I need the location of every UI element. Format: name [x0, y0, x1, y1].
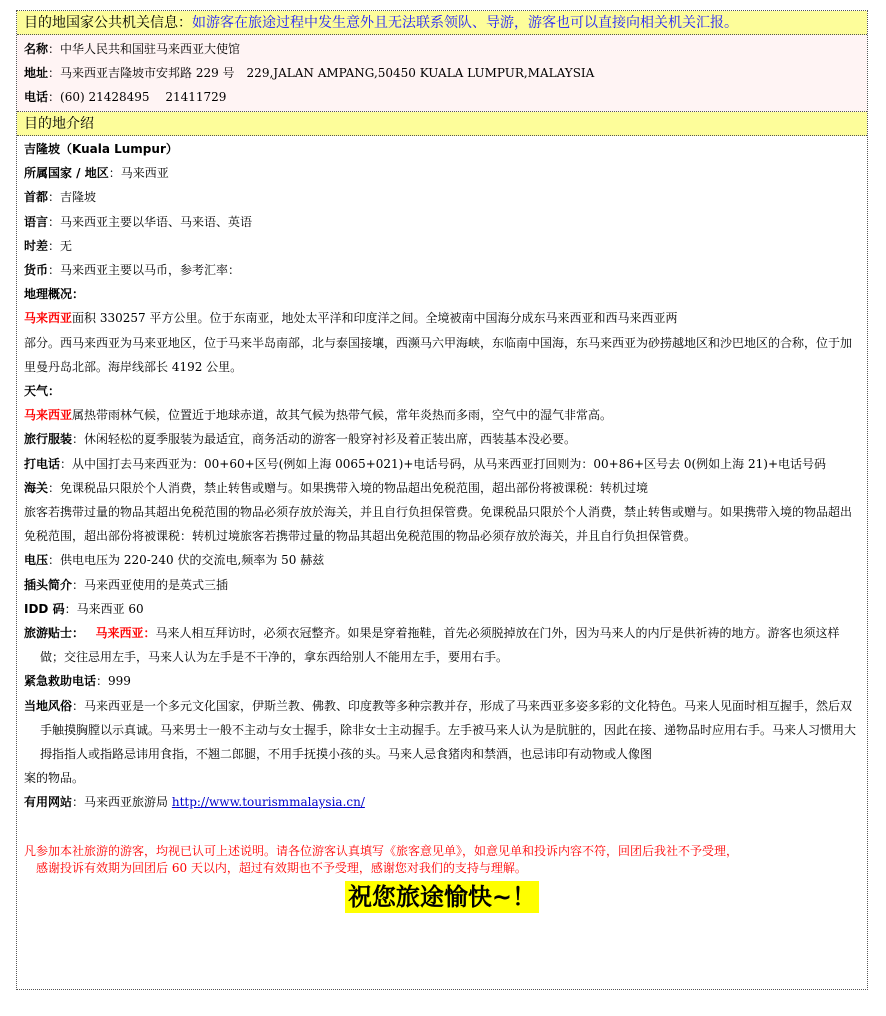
plug-label: 插头简介	[24, 577, 73, 592]
embassy-info	[17, 35, 867, 112]
country-label: 所属国家 / 地区	[24, 166, 109, 181]
embassy-phone-label: 电话	[24, 90, 49, 104]
capital-row	[24, 185, 860, 209]
geo-text-2: 部分。西马来西亚为马来亚地区，位于马来半岛南部，北与泰国接壤，西濒马六甲海峡，东临南中国海，东马来西亚为砂捞越地区和沙巴地区的合称，位于加里曼丹岛北部。海岸线部长 4192 公里。	[24, 335, 853, 374]
language-value: ：马来西亚主要以华语、马来语、英语	[48, 214, 253, 229]
embassy-name-row	[24, 37, 860, 61]
customs-row	[24, 476, 860, 500]
embassy-address-label: 地址	[24, 66, 49, 80]
farewell-wish-text: 祝您旅途愉快~！	[345, 881, 539, 913]
geo-highlight: 马来西亚	[24, 311, 73, 326]
plug-row	[24, 573, 860, 597]
voltage-value: ：供电电压为 220-240 伏的交流电,频率为 50 赫兹	[48, 553, 325, 568]
currency-value: ：马来西亚主要以马币，参考汇率：	[48, 263, 241, 278]
customs-label: 海关	[24, 480, 49, 495]
emergency-label: 紧急救助电话	[24, 674, 97, 689]
disclaimer-line-1: 凡参加本社旅游的游客，均视已认可上述说明。请各位游客认真填写《旅客意见单》，如意见单和投诉内容不符，回团后我社不予受理，	[24, 843, 739, 858]
currency-row	[24, 258, 860, 282]
weather-label: 天气	[24, 384, 49, 399]
dress-label: 旅行服装	[24, 432, 73, 447]
voltage-row	[24, 548, 860, 572]
intro-header-title: 目的地介绍	[24, 116, 94, 132]
weather-colon: ：	[48, 384, 61, 399]
country-value: ：马来西亚	[108, 166, 169, 181]
customs-value: ：免课税品只限於个人消费，禁止转售或赠与。如果携带入境的物品超出免税范围，超出部份将被课税：转机过境	[48, 480, 649, 495]
website-row	[24, 790, 860, 814]
embassy-phone-value: ：(60) 21428495 21411729	[48, 90, 227, 104]
tips-value: 马来人相互拜访时，必须衣冠整齐。如果是穿着拖鞋，首先必须脱掉放在门外，因为马来人的内厅是供祈祷的地方。游客也须这样做；交往忌用左手，马来人认为左手是不干净的，拿东西给别人不能用左手，要用右手。	[40, 626, 840, 665]
idd-value: ：马来西亚 60	[64, 601, 144, 616]
idd-label: IDD 码	[24, 601, 65, 616]
custom-tail: 案的物品。	[24, 771, 85, 786]
plug-value: ：马来西亚使用的是英式三插	[72, 577, 229, 592]
embassy-header	[17, 11, 867, 35]
embassy-name-label: 名称	[24, 42, 49, 56]
embassy-name-value: ：中华人民共和国驻马来西亚大使馆	[48, 42, 241, 56]
call-label: 打电话	[24, 456, 61, 471]
call-row	[24, 452, 860, 476]
geo-heading	[24, 282, 860, 306]
language-label: 语言	[24, 214, 49, 229]
tips-label: 旅游贴士：	[24, 626, 85, 641]
disclaimer-notice	[24, 843, 860, 877]
custom-value: ：马来西亚是一个多元文化国家，伊斯兰教、佛教、印度教等多种宗教并存，形成了马来西亚多姿多彩的文化特色。马来人见面时相互握手，然后双手触摸胸膛以示真诚。马来男士一般不主动与女士握手，除非女士主动握手。左手被马来人认为是肮脏的，因此在接、递物品时应用右手。马来人习惯用大拇指指人或指路忌讳用食指，不翘二郎腿，不用手抚摸小孩的头。马来人忌食猪肉和禁酒，也忌讳印有动物或人像图	[40, 698, 857, 762]
intro-header	[17, 112, 867, 136]
geo-colon: ：	[72, 287, 85, 302]
geo-paragraph	[24, 306, 860, 379]
website-label: 有用网站	[24, 795, 73, 810]
embassy-address-row	[24, 61, 860, 85]
embassy-phone-row	[24, 85, 860, 109]
idd-row	[24, 597, 860, 621]
geo-text-1: 面积 330257 平方公里。位于东南亚，地处太平洋和印度洋之间。全境被南中国海分成东马来西亚和西马来西亚两	[72, 311, 678, 326]
city-title: 吉隆坡（Kuala Lumpur）	[24, 142, 178, 156]
weather-paragraph	[24, 403, 860, 427]
country-row	[24, 161, 860, 185]
tips-row	[24, 621, 860, 669]
customs-paragraph: 旅客若携带过量的物品其超出免税范围的物品必须存放於海关，并且自行负担保管费。免课税品只限於个人消费，禁止转售或赠与。如果携带入境的物品超出免税范围，超出部份将被课税：转机过境旅客若携带过量的物品其超出免税范围的物品必须存放於海关，并且自行负担保管费。	[24, 505, 853, 544]
custom-label: 当地风俗	[24, 698, 73, 713]
weather-text: 属热带雨林气候，位置近于地球赤道，故其气候为热带气候，常年炎热而多雨，空气中的湿气非常高。	[72, 408, 613, 423]
capital-value: ：吉隆坡	[48, 190, 97, 205]
geo-label: 地理概况	[24, 287, 73, 302]
tourism-website-link[interactable]: http://www.tourismmalaysia.cn/	[171, 795, 365, 810]
dress-value: ：休闲轻松的夏季服装为最适宜，商务活动的游客一般穿衬衫及着正装出席，西装基本没必要。	[72, 432, 577, 447]
emergency-value: ：999	[96, 674, 131, 689]
weather-heading	[24, 379, 860, 403]
timediff-label: 时差	[24, 238, 49, 253]
tips-highlight: 马来西亚：	[95, 626, 156, 641]
custom-row	[24, 694, 860, 767]
website-text: ：马来西亚旅游局	[72, 795, 172, 810]
weather-highlight: 马来西亚	[24, 408, 73, 423]
call-value: ：从中国打去马来西亚为：00+60+区号(例如上海 0065+021)+电话号码，从马来西亚打回则为：00+86+区号去 0(例如上海 21)+电话号码	[60, 456, 826, 471]
dress-row	[24, 427, 860, 451]
timediff-row	[24, 234, 860, 258]
embassy-header-note: 如游客在旅途过程中发生意外且无法联系领队、导游，游客也可以直接向相关机关汇报。	[192, 15, 738, 31]
disclaimer-line-2: 感谢投诉有效期为回团后 60 天以内，超过有效期也不予受理，感谢您对我们的支持与理解。	[36, 860, 527, 875]
itinerary-document	[16, 10, 868, 990]
currency-label: 货币	[24, 263, 49, 278]
capital-label: 首都	[24, 190, 49, 205]
farewell-wish	[24, 881, 860, 913]
embassy-address-value: ：马来西亚吉隆坡市安邦路 229 号 229,JALAN AMPANG,50450 KUALA LUMPUR,MALAYSIA	[48, 66, 595, 80]
intro-content	[17, 136, 867, 914]
language-row	[24, 210, 860, 234]
voltage-label: 电压	[24, 553, 49, 568]
timediff-value: ：无	[48, 238, 73, 253]
embassy-header-title: 目的地国家公共机关信息：	[24, 15, 192, 31]
emergency-row	[24, 669, 860, 693]
